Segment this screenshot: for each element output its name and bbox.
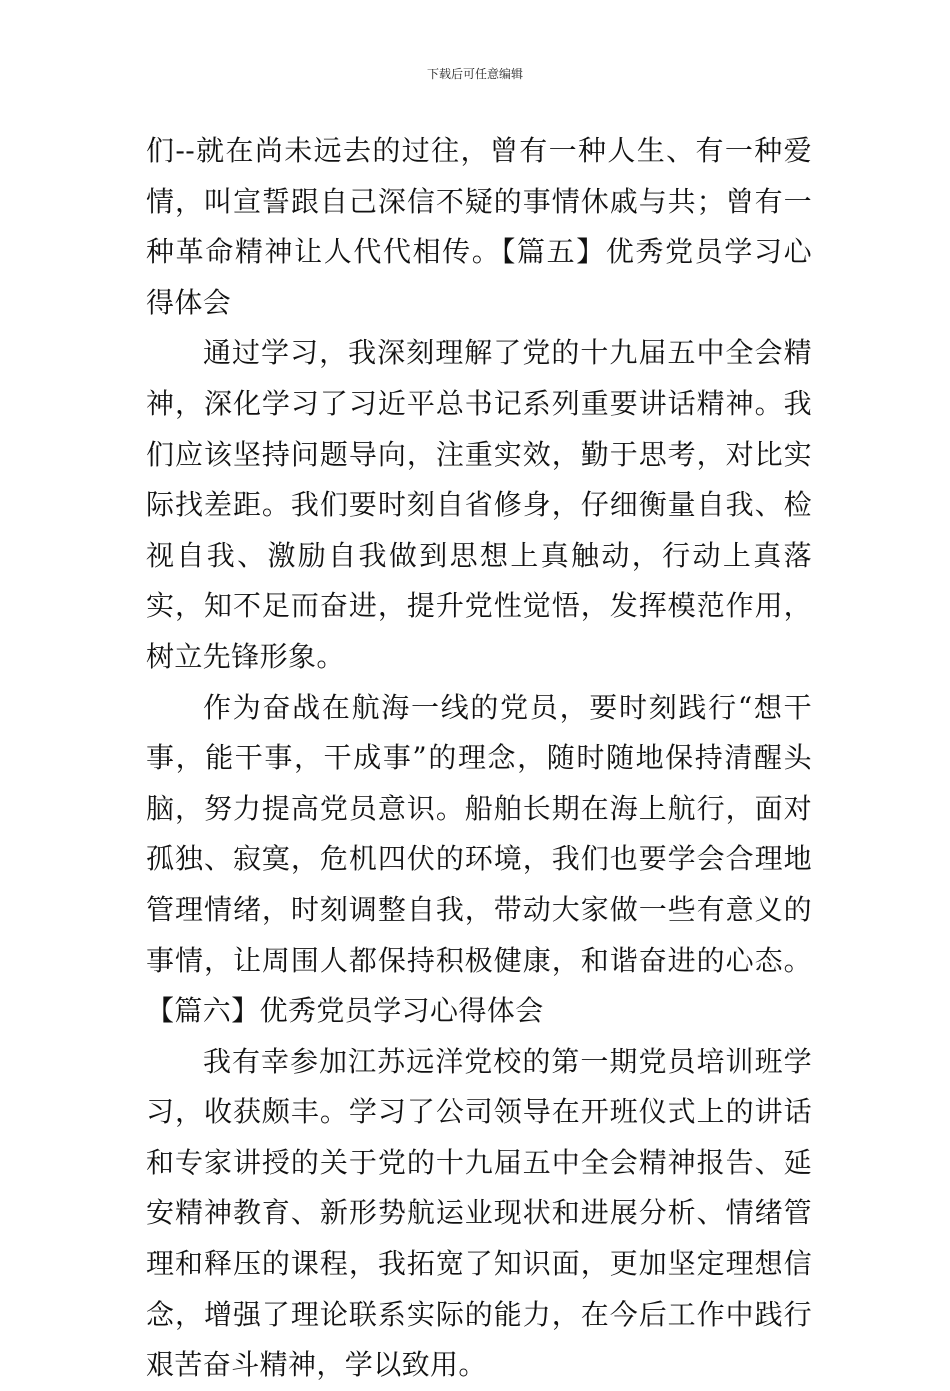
- document-body: [146, 126, 812, 1391]
- paragraph: 通过学习，我深刻理解了党的十九届五中全会精神，深化学习了习近平总书记系列重要讲话精神。我们应该坚持问题导向，注重实效，勤于思考，对比实际找差距。我们要时刻自省修身，仔细衡量自我、检视自我、激励自我做到思想上真触动，行动上真落实，知不足而奋进，提升党性觉悟，发挥模范作用，树立先锋形象。: [146, 336, 812, 673]
- paragraph: 我有幸参加江苏远洋党校的第一期党员培训班学习，收获颇丰。学习了公司领导在开班仪式上的讲话和专家讲授的关于党的十九届五中全会精神报告、延安精神教育、新形势航运业现状和进展分析、情绪管理和释压的课程，我拓宽了知识面，更加坚定理想信念，增强了理论联系实际的能力，在今后工作中践行艰苦奋斗精神，学以致用。: [146, 1044, 812, 1382]
- paragraph: 作为奋战在航海一线的党员，要时刻践行“想干事，能干事，干成事”的理念，随时随地保持清醒头脑，努力提高党员意识。船舶长期在海上航行，面对孤独、寂寞，危机四伏的环境，我们也要学会合理地管理情绪，时刻调整自我，带动大家做一些有意义的事情，让周围人都保持积极健康，和谐奋进的心态。【篇六】优秀党员学习心得体会: [146, 690, 812, 1028]
- page-header-note: 下载后可任意编辑: [426, 67, 523, 81]
- paragraph-continuation: 们--就在尚未远去的过往，曾有一种人生、有一种爱情，叫宣誓跟自己深信不疑的事情休戚与共；曾有一种革命精神让人代代相传。【篇五】优秀党员学习心得体会: [146, 134, 812, 319]
